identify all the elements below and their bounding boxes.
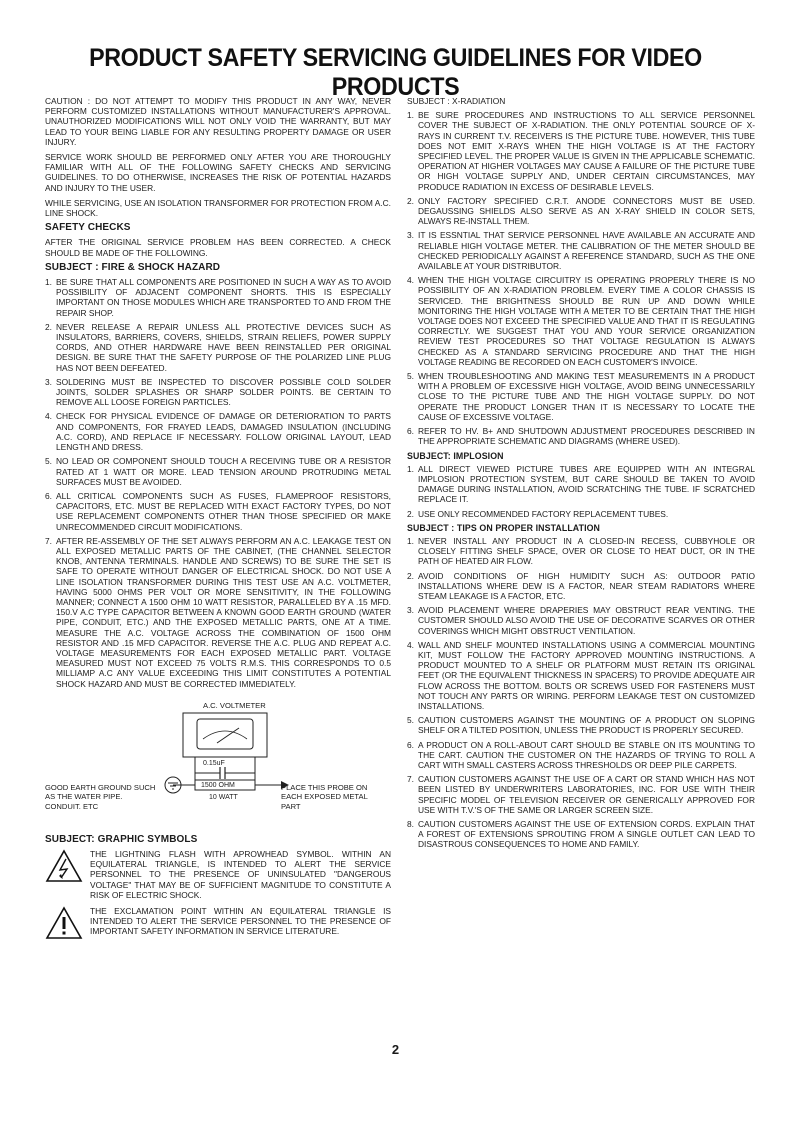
intro-isolation: WHILE SERVICING, USE AN ISOLATION TRANSFORMER FOR PROTECTION FROM A.C. LINE SHOCK. bbox=[45, 197, 391, 219]
item-number: 2. bbox=[407, 195, 414, 206]
item-number: 1. bbox=[407, 535, 414, 546]
lightning-symbol-text: THE LIGHTNING FLASH WITH APROWHEAD SYMBOL. WITHIN AN EQUILATERAL TRIANGLE, IS INTENDED TO ALERT THE SERVICE PERSONNEL TO THE PRESENCE OF UNINSULATED "DANGEROUS VOLTAGE" THAT MAY BE OF SUFFICIENT MAGNITUDE TO CONSTITUTE A RISK OF ELECTRIC SHOCK. bbox=[90, 848, 391, 900]
list-item bbox=[45, 377, 391, 408]
list-item bbox=[45, 277, 391, 318]
item-number: 4. bbox=[407, 639, 414, 650]
item-number: 1. bbox=[45, 277, 52, 288]
left-column bbox=[45, 96, 391, 948]
list-item bbox=[407, 464, 755, 505]
item-text: NO LEAD OR COMPONENT SHOULD TOUCH A RECEIVING TUBE OR A RESISTOR RATED AT 1 WATT OR MORE. LEAD TENSION AROUND PROTRUDING METAL SURFACES MUST BE AVOIDED. bbox=[56, 456, 391, 487]
exclamation-triangle-icon bbox=[45, 906, 90, 942]
list-item bbox=[407, 605, 755, 636]
safety-checks-heading: SAFETY CHECKS bbox=[45, 222, 131, 234]
exclamation-symbol-block bbox=[45, 906, 391, 942]
item-text: NEVER INSTALL ANY PRODUCT IN A CLOSED-IN RECESS, CUBBYHOLE OR CLOSELY FITTING SHELF SPACE, OVER OR CLOSE TO HEAT DUCT, OR IN THE PATH OF HEATED AIR FLOW. bbox=[418, 535, 755, 567]
list-item bbox=[45, 491, 391, 532]
item-text: AVOID PLACEMENT WHERE DRAPERIES MAY OBSTRUCT REAR VENTING. THE CUSTOMER SHOULD ALSO AVOID THE USE OF DECORATIVE SCARVES OR OTHER COVERINGS WHICH MIGHT OBSTRUCT VENTILATION. bbox=[418, 605, 755, 636]
ground-label: GOOD EARTH GROUND SUCH AS THE WATER PIPE. CONDUIT. ETC bbox=[45, 782, 156, 811]
implosion-heading: SUBJECT: IMPLOSION bbox=[407, 450, 504, 461]
item-number: 2. bbox=[407, 570, 414, 581]
list-item bbox=[407, 196, 755, 227]
item-text: ONLY FACTORY SPECIFIED C.R.T. ANODE CONNECTORS MUST BE USED. DEGAUSSING SHIELDS ALSO SERVE AS AN X-RAY SHIELD IN COLOR SETS, ALWAYS RE-INSTALL THEM. bbox=[418, 195, 755, 227]
item-number: 5. bbox=[45, 456, 52, 467]
probe-label: PLACE THIS PROBE ON EACH EXPOSED METAL PART bbox=[281, 782, 368, 811]
right-column bbox=[407, 96, 755, 854]
item-number: 1. bbox=[407, 463, 414, 474]
list-item bbox=[407, 536, 755, 567]
list-item bbox=[407, 509, 755, 519]
item-text: IT IS ESSNTIAL THAT SERVICE PERSONNEL HAVE AVAILABLE AN ACCURATE AND RELIABLE HIGH VOLTAGE METER. THE CALIBRATION OF THE METER SHOULD BE CHECKED PERIODICALLY AGAINST A REFERENCE STANDARD, SUCH AS THE ONE AVAILABLE AT YOUR DISTRIBUTOR. bbox=[418, 230, 755, 272]
voltmeter-dial bbox=[197, 719, 253, 749]
item-number: 2. bbox=[407, 508, 414, 519]
item-text: ALL DIRECT VIEWED PICTURE TUBES ARE EQUIPPED WITH AN INTEGRAL IMPLOSION PROTECTION SYSTEM, BUT CARE SHOULD BE TAKEN TO AVOID DAMAGE DURING INSTALLATION, AVOID SCRATCHING THE TUBE. IF SCRATCHED REPLACE IT. bbox=[418, 463, 755, 505]
implosion-list bbox=[407, 464, 755, 519]
list-item bbox=[407, 715, 755, 735]
item-text: CHECK FOR PHYSICAL EVIDENCE OF DAMAGE OR DETERIORATION TO PARTS AND COMPONENTS, FOR FRAYED LEADS, DAMAGED INSULATION (INCLUDING A.C. CORD), AND REPLACE IF NECESSARY. FOLLOW ORIGINAL LAYOUT, LEAD LENGTH AND DRESS. bbox=[56, 411, 391, 453]
item-number: 3. bbox=[45, 376, 52, 387]
voltmeter-box bbox=[183, 713, 267, 757]
installation-list bbox=[407, 536, 755, 850]
voltmeter-label: A.C. VOLTMETER bbox=[203, 700, 266, 710]
item-number: 5. bbox=[407, 371, 414, 382]
resistor-label: 1500 OHM bbox=[201, 781, 235, 789]
item-text: A PRODUCT ON A ROLL-ABOUT CART SHOULD BE STABLE ON ITS MOUNTING TO THE CART. CAUTION THE CUSTOMER ON THE HAZARDS OF TRYING TO ROLL A CART WITH SMALL CASTERS ACROSS THRESHOLDS OR DEEP PILE CARPETS. bbox=[418, 739, 755, 770]
list-item bbox=[45, 411, 391, 452]
item-text: AFTER RE-ASSEMBLY OF THE SET ALWAYS PERFORM AN A.C. LEAKAGE TEST ON ALL EXPOSED METALLIC PARTS OF THE CABINET, (THE CHANNEL SELECTOR KNOB, ANTENNA TERMINALS. HANDLE AND SCREWS) TO BE SURE THE SET IS SAFE TO OPERATE WITHOUT DANGER OF ELECTRICAL SHOCK. DO NOT USE A LINE ISOLATION TRANSFORMER DURING THIS TEST USE AN A.C. VOLTMETER, HAVING 5000 OHMS PER VOLT OR MORE SENSITIVITY, IN THE FOLLOWING MANNER; CONNECT A 1500 OHM 10 WATT RESISTOR, PARALLELED BY A .15 MFD. 150.V A.C TYPE CAPACITOR BETWEEN A KNOWN GOOD EARTH GROUND (WATER PIPE, CONDUIT, ETC.) AND THE EXPOSED METALLIC PARTS, ONE AT A TIME. MEASURE THE A.C. VOLTAGE ACROSS THE COMBINATION OF 1500 OHM RESISTOR AND .15 MFD CAPACITOR. REVERSE THE A.C. PLUG AND REPEAT A.C. VOLTAGE MEASUREMENTS FOR EACH EXPOSED METALLIC PART. VOLTAGE MEASURED MUST NOT EXCEED 75 VOLTS R.M.S. THIS CORRESPONDS TO 0.5 MILLIAMP A.C ANY VALUE EXCEEDING THIS LIMIT CONSTITUTES A POTENTIAL SHOCK HAZARD AND MUST BE CORRECTED IMMEDIATELY. bbox=[56, 535, 391, 689]
item-number: 7. bbox=[45, 535, 52, 546]
item-number: 6. bbox=[407, 739, 414, 750]
item-number: 1. bbox=[407, 110, 414, 121]
exclamation-symbol-text: THE EXCLAMATION POINT WITHIN AN EQUILATERAL TRIANGLE IS INTENDED TO ALERT THE SERVICE PERSONNEL TO THE PRESENCE OF IMPORTANT SAFETY INFORMATION IN SERVICE LITERATURE. bbox=[90, 905, 391, 937]
xray-list bbox=[407, 110, 755, 446]
list-item bbox=[407, 371, 755, 422]
item-text: SOLDERING MUST BE INSPECTED TO DISCOVER POSSIBLE COLD SOLDER JOINTS, SOLDER SPLASHES OR SHARP SOLDER POINTS. BE CERTAIN TO REMOVE ALL LOOSE FOREIGN PARTICLES. bbox=[56, 376, 391, 408]
item-text: WHEN TROUBLESHOOTING AND MAKING TEST MEASUREMENTS IN A PRODUCT WITH A PROBLEM OF EXCESSIVE HIGH VOLTAGE, AVOID BEING UNNECESSARILY CLOSE TO THE PICTURE TUBE AND THE HIGH VOLTAGE SUPPLY. DO NOT OPERATE THE PRODUCT LONGER THAN IT IS NECESSARY TO LOCATE THE CAUSE OF EXCESSIVE VOLTAGE. bbox=[418, 371, 755, 422]
intro-caution: CAUTION : DO NOT ATTEMPT TO MODIFY THIS PRODUCT IN ANY WAY, NEVER PERFORM CUSTOMIZED INSTALLATIONS WITHOUT MANUFACTURER'S APPROVAL. UNAUTHORIZED MODIFICATIONS WILL NOT ONLY VOID THE WARRANTY, BUT MAY LEAD TO YOUR BEING LIABLE FOR ANY RESULTING PROPERTY DAMAGE OR USER INJURY. bbox=[45, 96, 391, 147]
item-number: 2. bbox=[45, 321, 52, 332]
item-number: 3. bbox=[407, 605, 414, 616]
item-text: BE SURE THAT ALL COMPONENTS ARE POSITIONED IN SUCH A WAY AS TO AVOID POSSIBILITY OF ADJACENT COMPONENT SHORTS. THIS IS ESPECIALLY IMPORTANT ON THOSE MODULES WHICH ARE TRANSPORTED TO AND FROM THE REPAIR SHOP. bbox=[56, 277, 391, 318]
list-item bbox=[407, 571, 755, 602]
list-item bbox=[45, 536, 391, 689]
safety-checks-text: AFTER THE ORIGINAL SERVICE PROBLEM HAS BEEN CORRECTED. A CHECK SHOULD BE MADE OF THE FOLLOWING. bbox=[45, 237, 391, 258]
item-text: NEVER RELEASE A REPAIR UNLESS ALL PROTECTIVE DEVICES SUCH AS INSULATORS, BARRIERS, COVERS, SHIELDS, STRAIN RELIEFS, POWER SUPPLY CORDS, AND OTHER HARDWARE HAVE BEEN REINSTALLED PER ORIGINAL DESIGN. BE SURE THAT THE SAFETY PURPOSE OF THE POLARIZED LINE PLUG HAS NOT BEEN DEFEATED. bbox=[56, 321, 391, 373]
fire-shock-heading: SUBJECT : FIRE & SHOCK HAZARD bbox=[45, 261, 221, 273]
item-number: 4. bbox=[407, 275, 414, 286]
item-text: WALL AND SHELF MOUNTED INSTALLATIONS USING A COMMERCIAL MOUNTING KIT, MUST FOLLOW THE FACTORY APPROVED MOUNTING INSTRUCTIONS. A PRODUCT MOUNTED TO A SHELF OR PLATFORM MUST RETAIN ITS ORIGINAL FEET (OR THE EQUIVALENT THICKNESS IN SPACERS) TO PROVIDE ADEQUATE AIR FLOW ACROSS THE BOTTOM. BOLTS OR SCREWS USED FOR FASTENERS MUST NOT TOUCH ANY PARTS OR WIRING. PERFORM LEAKAGE TEST ON CUSTOMIZED INSTALLATIONS. bbox=[418, 639, 755, 711]
item-text: CAUTION CUSTOMERS AGAINST THE MOUNTING OF A PRODUCT ON SLOPING SHELF OR A TILTED POSITION, UNLESS THE PRODUCT IS PROPERLY SECURED. bbox=[418, 715, 755, 736]
list-item bbox=[407, 740, 755, 771]
list-item bbox=[407, 426, 755, 446]
page-number: 2 bbox=[391, 1042, 400, 1057]
item-number: 6. bbox=[45, 490, 52, 501]
lightning-triangle-icon bbox=[45, 849, 90, 900]
item-number: 8. bbox=[407, 819, 414, 829]
item-text: ALL CRITICAL COMPONENTS SUCH AS FUSES, FLAMEPROOF RESISTORS, CAPACITORS, ETC. MUST BE REPLACED WITH EXACT FACTORY TYPES, DO NOT USE REPLACEMENT COMPONENTS OTHER THAN THOSE SPECIFIED OR MAKE UNRECOMMENDED CIRCUIT MODIFICATIONS. bbox=[56, 490, 391, 532]
list-item bbox=[407, 110, 755, 192]
page-title: PRODUCT SAFETY SERVICING GUIDELINES FOR VIDEO PRODUCTS bbox=[89, 44, 702, 101]
item-number: 7. bbox=[407, 774, 414, 785]
voltmeter-needle bbox=[217, 728, 239, 743]
wattage-label: 10 WATT bbox=[209, 793, 238, 801]
list-item bbox=[407, 819, 755, 850]
list-item bbox=[45, 322, 391, 373]
item-number: 3. bbox=[407, 230, 414, 241]
list-item bbox=[407, 774, 755, 815]
fire-shock-list bbox=[45, 277, 391, 689]
list-item bbox=[45, 456, 391, 487]
item-text: AVOID CONDITIONS OF HIGH HUMIDITY SUCH AS: OUTDOOR PATIO INSTALLATIONS WHERE DEW IS A FACTOR, NEAR STEAM RADIATORS WHERE STEAM LEAKAGE IS A FACTOR, ETC. bbox=[418, 570, 755, 601]
item-number: 4. bbox=[45, 411, 52, 422]
list-item bbox=[407, 275, 755, 367]
xray-heading: SUBJECT : X-RADIATION bbox=[407, 96, 506, 106]
list-item bbox=[407, 230, 755, 271]
item-number: 6. bbox=[407, 426, 414, 437]
intro-service-work: SERVICE WORK SHOULD BE PERFORMED ONLY AFTER YOU ARE THOROUGHLY FAMILIAR WITH ALL OF THE FOLLOWING SAFETY CHECKS AND SERVICING GUIDELINES. TO DO OTHERWISE, INCREASES THE RISK OF POTENTIAL HAZARDS AND INJURY TO THE USER. bbox=[45, 152, 391, 193]
leakage-test-diagram bbox=[45, 695, 391, 825]
item-text: USE ONLY RECOMMENDED FACTORY REPLACEMENT TUBES. bbox=[418, 508, 669, 519]
item-text: CAUTION CUSTOMERS AGAINST THE USE OF EXTENSION CORDS. EXPLAIN THAT A FOREST OF EXTENSIONS SPROUTING FROM A SINGLE OUTLET CAN LEAD TO DISASTROUS CONSEQUENCES TO HOME AND FAMILY. bbox=[418, 819, 755, 850]
graphic-symbols-heading: SUBJECT: GRAPHIC SYMBOLS bbox=[45, 833, 198, 845]
list-item bbox=[407, 640, 755, 711]
item-number: 5. bbox=[407, 715, 414, 726]
item-text: BE SURE PROCEDURES AND INSTRUCTIONS TO ALL SERVICE PERSONNEL COVER THE SUBJECT OF X-RADIATION. THE ONLY POTENTIAL SOURCE OF X-RAYS IN CURRENT T.V. RECEIVERS IS THE PICTURE TUBE. HOWEVER, THIS TUBE DOES NOT EMIT X-RAYS WHEN THE HIGH VOLTAGE IS AT THE FACTORY SPECIFIED LEVEL. THE PROPER VALUE IS GIVEN IN THE APPLICABLE SCHEMATIC. OPERATION AT HIGHER VOLTAGES MAY CAUSE A FAILURE OF THE PICTURE TUBE OR HIGH VOLTAGE SUPPLY AND, UNDER CERTAIN CIRCUMSTANCES, MAY PRODUCE RADIATION IN EXCESS OF DESIRABLE LEVELS. bbox=[418, 110, 755, 192]
item-text: CAUTION CUSTOMERS AGAINST THE USE OF A CART OR STAND WHICH HAS NOT BEEN LISTED BY UNDERWRITERS LABORATORIES, INC. FOR USE WITH THEIR SPECIFIC MODEL OF TELEVISION RECEIVER OR GENERICALLY APPROVED FOR USE WITH T.V.'S OF THE SAME OR LARGER SCREEN SIZE. bbox=[418, 774, 755, 815]
installation-heading: SUBJECT : TIPS ON PROPER INSTALLATION bbox=[407, 522, 601, 533]
item-text: WHEN THE HIGH VOLTAGE CIRCUITRY IS OPERATING PROPERLY THERE IS NO POSSIBILITY OF AN X-RADIATION PROBLEM. EVERY TIME A COLOR CHASSIS IS SERVICED. THE BRIGHTNESS SHOULD BE RUN UP AND DOWN WHILE MONITORING THE HIGH VOLTAGE WITH A METER TO BE CERTAIN THAT THE HIGH VOLTAGE DOES NOT EXCEED THE SPECIFIED VALUE AND THAT IT IS REGULATING CORRECTLY. WE SUGGEST THAT YOU AND YOUR SERVICE ORGANIZATION REVIEW TEST PROCEDURES SO THAT VOLTAGE REGULATION IS ALWAYS CHECKED AS A STANDARD SERVICING PROCEDURE AND THAT THE HIGH VOLTAGE READING BE RECORDED ON EACH CUSTOMER'S INVOICE. bbox=[418, 275, 755, 367]
item-text: REFER TO HV. B+ AND SHUTDOWN ADJUSTMENT PROCEDURES DESCRIBED IN THE APPROPRIATE SCHEMATIC AND DIAGRAMS (WHERE USED). bbox=[418, 426, 755, 447]
capacitor-label: 0.15uF bbox=[203, 759, 225, 767]
lightning-symbol-block bbox=[45, 849, 391, 900]
